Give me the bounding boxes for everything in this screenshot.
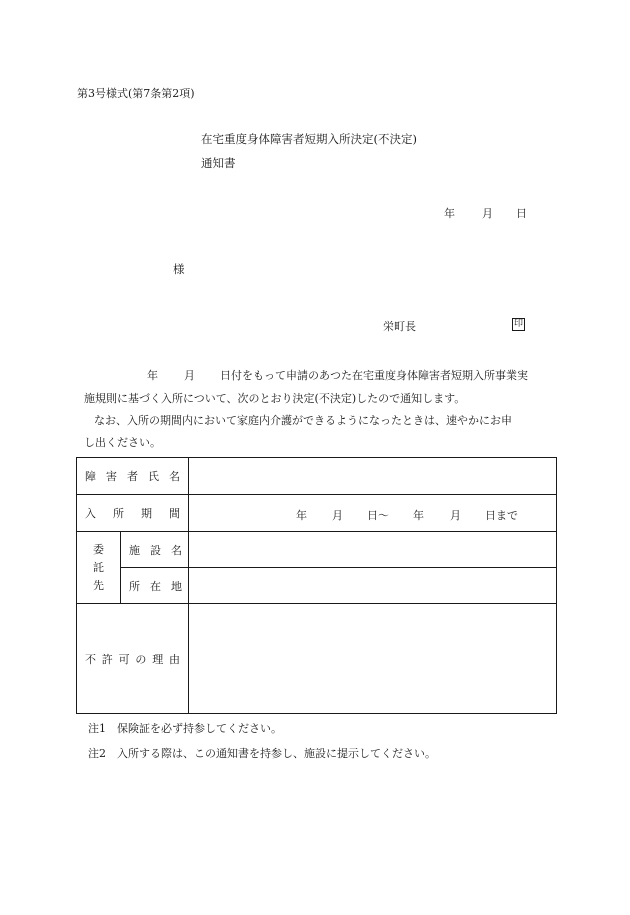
char: 間 bbox=[169, 507, 180, 520]
char: 託 bbox=[93, 560, 104, 574]
char: 理 bbox=[152, 652, 164, 666]
body-paragraph-2-cont: し出ください。 bbox=[84, 436, 161, 449]
body-paragraph-1: 日付をもって申請のあつた在宅重度身体障害者短期入所事業実 bbox=[220, 369, 528, 382]
char: 先 bbox=[93, 578, 104, 592]
char: 委 bbox=[93, 542, 104, 556]
char: 施 bbox=[129, 543, 140, 557]
document-title: 在宅重度身体障害者短期入所決定(不決定) bbox=[201, 132, 417, 146]
seal-mark: 印 bbox=[513, 319, 523, 329]
notification-table bbox=[76, 457, 557, 714]
body-paragraph-1-cont: 施規則に基づく入所について、次のとおり決定(不決定)したので通知します。 bbox=[84, 392, 466, 405]
char: 在 bbox=[150, 579, 161, 593]
issuer-name: 栄町長 bbox=[383, 320, 416, 333]
date-day-label: 日 bbox=[516, 207, 527, 220]
char: 地 bbox=[171, 579, 182, 593]
label-denial-reason bbox=[77, 604, 189, 714]
period-end-day: 日まで bbox=[485, 509, 518, 522]
char: 不 bbox=[85, 652, 96, 666]
char: 所 bbox=[113, 507, 124, 520]
field-admission-period[interactable] bbox=[189, 495, 557, 532]
period-end-month: 月 bbox=[450, 509, 461, 522]
field-location[interactable] bbox=[189, 568, 557, 604]
field-denial-reason[interactable] bbox=[189, 604, 557, 714]
char: 可 bbox=[118, 652, 130, 666]
body-paragraph-2: なお、入所の期間内において家庭内介護ができるようになったときは、速やかにお申 bbox=[94, 414, 512, 427]
document-title-suffix: 通知書 bbox=[201, 156, 236, 170]
period-start-month: 月 bbox=[332, 509, 343, 522]
char: 許 bbox=[101, 652, 113, 666]
char: 由 bbox=[168, 652, 180, 666]
char: 氏 bbox=[148, 470, 159, 483]
char: 名 bbox=[171, 543, 182, 557]
label-admission-period bbox=[77, 495, 189, 532]
body-month-label: 月 bbox=[184, 369, 195, 382]
field-facility-name[interactable] bbox=[189, 532, 557, 568]
char: 設 bbox=[150, 543, 161, 557]
note-2: 注2 入所する際は、この通知書を持参し、施設に提示してください。 bbox=[88, 747, 436, 760]
period-end-year: 年 bbox=[413, 509, 424, 522]
date-month-label: 月 bbox=[482, 207, 493, 220]
char: 入 bbox=[85, 507, 96, 520]
label-facility-name bbox=[121, 532, 189, 568]
char: 障 bbox=[85, 470, 96, 483]
addressee-honorific: 様 bbox=[173, 262, 185, 276]
label-location bbox=[121, 568, 189, 604]
form-number: 第3号様式(第7条第2項) bbox=[77, 87, 195, 100]
note-1: 注1 保険証を必ず持参してください。 bbox=[88, 722, 282, 735]
label-consignee bbox=[77, 532, 121, 604]
char: 期 bbox=[141, 507, 152, 520]
period-start-day: 日～ bbox=[367, 509, 389, 522]
char: の bbox=[135, 652, 147, 666]
period-start-year: 年 bbox=[296, 509, 307, 522]
body-year-label: 年 bbox=[147, 369, 158, 382]
field-applicant-name[interactable] bbox=[189, 458, 557, 495]
label-applicant-name bbox=[77, 458, 189, 495]
date-year-label: 年 bbox=[444, 207, 455, 220]
char: 害 bbox=[106, 470, 117, 483]
char: 所 bbox=[129, 579, 140, 593]
char: 名 bbox=[169, 470, 180, 483]
char: 者 bbox=[127, 470, 138, 483]
